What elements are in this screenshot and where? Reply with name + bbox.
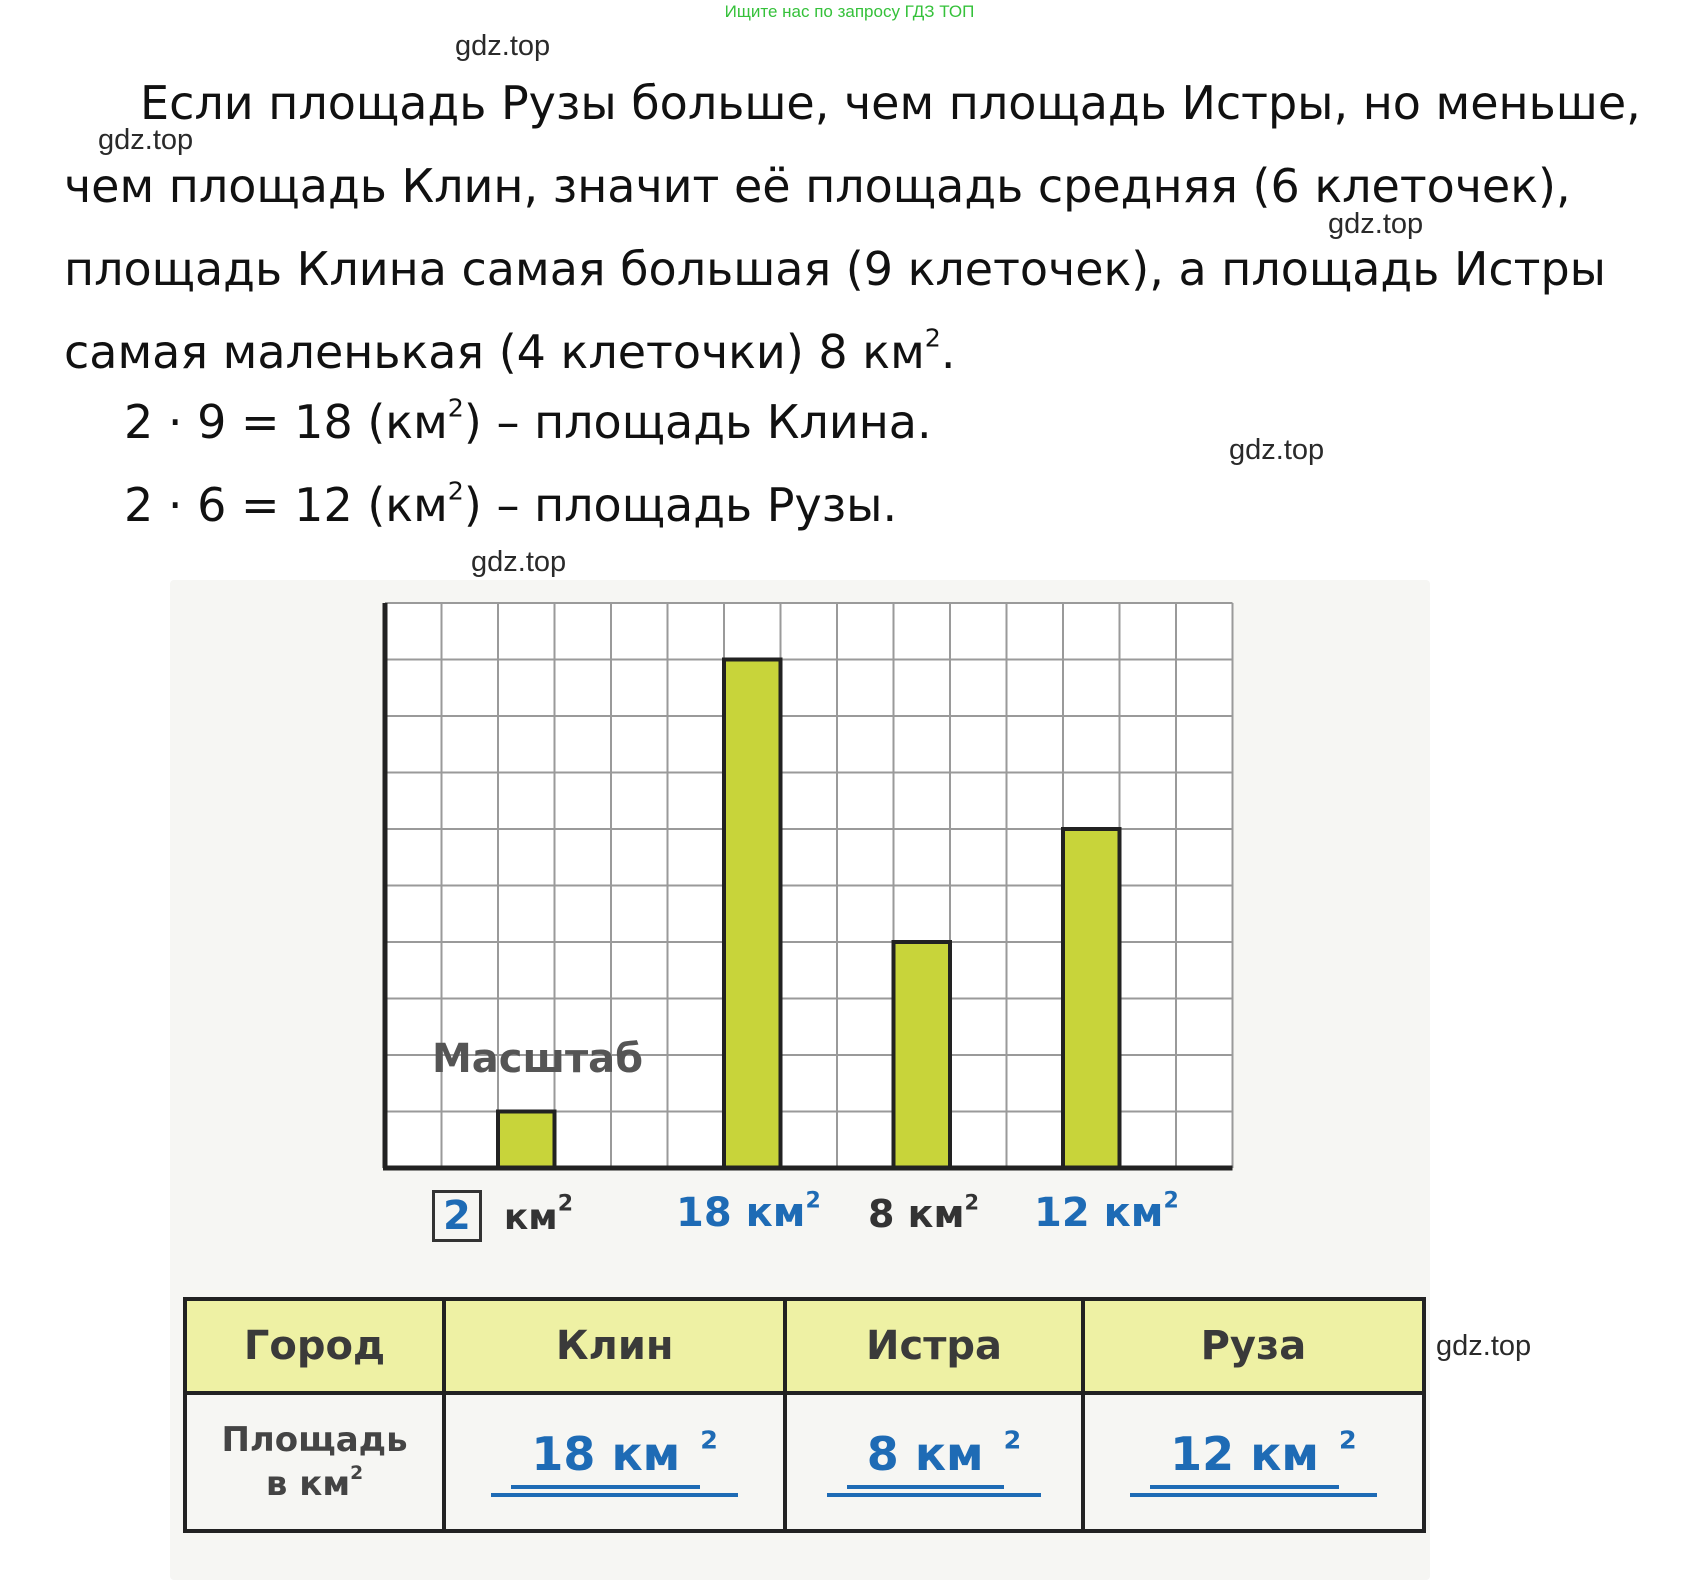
bar-1 — [724, 660, 781, 1169]
scale-label: Масштаб — [432, 1036, 644, 1082]
value-istra: 8 км $^2$ — [785, 1393, 1083, 1531]
table-header-row — [185, 1299, 1424, 1393]
equation-ruza: 2 · 6 = 12 $(км^2)$ – площадь Рузы. — [124, 476, 898, 532]
paragraph-line: чем площадь Клин, значит её площадь средняя (6 клеточек), — [64, 159, 1571, 213]
watermark: gdz.top — [1436, 1330, 1532, 1362]
bar-2 — [894, 942, 951, 1168]
watermark: gdz.top — [98, 124, 194, 156]
top-banner: Ищите нас по запросу ГДЗ ТОП — [724, 2, 975, 21]
watermark: gdz.top — [1229, 434, 1325, 466]
value-klin: 18 км $^2$ — [444, 1393, 785, 1531]
bar-label-istra: 8 $км^2$ — [868, 1190, 980, 1236]
watermark: gdz.top — [471, 546, 567, 578]
scale-value-label: 2 $км^2$ — [432, 1190, 573, 1242]
watermark: gdz.top — [455, 30, 551, 62]
header-istra: Истра — [785, 1299, 1083, 1393]
bar-3 — [1063, 829, 1120, 1168]
scale-value-box: 2 — [432, 1190, 482, 1242]
paragraph-line: самая маленькая (4 клеточки) 8 $км^2$. — [64, 323, 956, 379]
bar-label-klin: 18 $км^2$ — [676, 1188, 821, 1236]
equation-klin: 2 · 9 = 18 $(км^2)$ – площадь Клина. — [124, 393, 932, 449]
watermark: gdz.top — [1328, 208, 1424, 240]
row-label-area: Площадь в $км^2$ — [185, 1393, 444, 1531]
header-city: Город — [185, 1299, 444, 1393]
data-table — [183, 1297, 1426, 1533]
header-ruza: Руза — [1083, 1299, 1424, 1393]
header-klin: Клин — [444, 1299, 785, 1393]
bar-label-ruza: 12 $км^2$ — [1034, 1188, 1179, 1236]
paragraph-line: площадь Клина самая большая (9 клеточек), а площадь Истры — [64, 242, 1606, 296]
value-ruza: 12 км $^2$ — [1083, 1393, 1424, 1531]
paragraph-line: Если площадь Рузы больше, чем площадь Истры, но меньше, — [140, 76, 1641, 130]
table-row — [185, 1393, 1424, 1531]
bar-0 — [498, 1112, 555, 1169]
